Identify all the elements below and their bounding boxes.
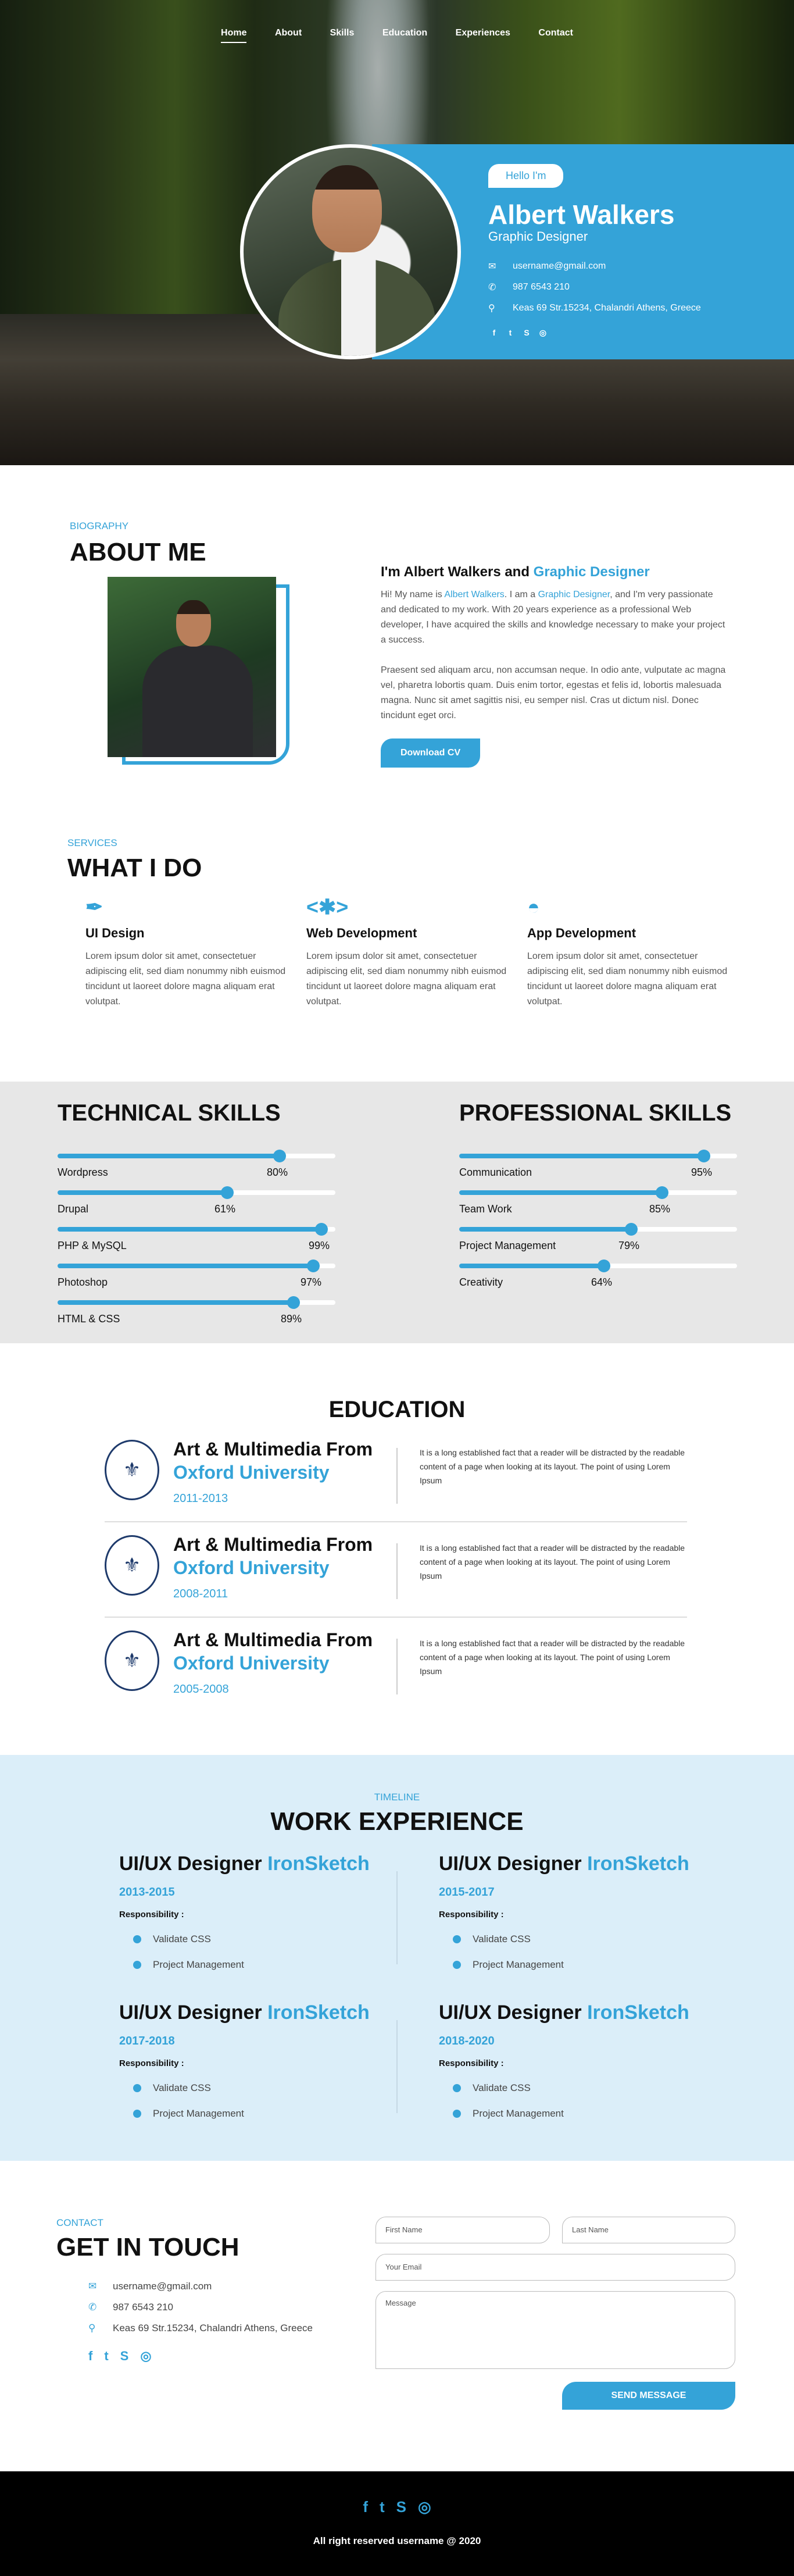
service-ui-design: ✒ UI Design Lorem ipsum dolor sit amet, consectetuer adipiscing elit, sed diam nonummy nibh euismod tincidunt ut laoreet dolore magna aliquam erat volutpat. xyxy=(85,895,286,1007)
skill-label: Project Management xyxy=(459,1240,556,1251)
about-paragraph-2: Praesent sed aliquam arcu, non accumsan neque. In odio ante, vulputate ac magna vel, pharetra lobortis quam. Duis enim tortor, egestas et felis id, lobortis malesuada magna. Nunc sit amet sagittis nisi, eu semper nisl. Cras ut dictum nisl. Donec tincidunt eget orci. xyxy=(381,665,726,720)
work-responsibility-label: Responsibility : xyxy=(119,1910,184,1919)
work-years: 2013-2015 xyxy=(119,1886,175,1899)
education-description: It is a long established fact that a reader will be distracted by the readable content of a page when looking at its layout. The point of using Lorem Ipsum xyxy=(420,1448,685,1485)
about-text xyxy=(381,564,729,768)
skill-label: Creativity xyxy=(459,1276,503,1288)
skill-knob xyxy=(598,1260,610,1272)
work-item xyxy=(119,1853,387,1978)
education-title-line: Art & Multimedia From xyxy=(173,1629,373,1650)
education-item xyxy=(105,1534,687,1629)
facebook-icon[interactable]: f xyxy=(363,2498,368,2516)
education-years: 2011-2013 xyxy=(173,1492,228,1505)
android-icon: ◓ xyxy=(527,895,540,919)
skill-percent: 64% xyxy=(591,1276,613,1288)
skill-bar xyxy=(58,1154,335,1190)
about-title: ABOUT ME xyxy=(70,538,206,566)
work-role: UI/UX Designer IronSketch xyxy=(119,1853,370,1875)
list-item: Validate CSS xyxy=(439,1926,706,1952)
contact-title: GET IN TOUCH xyxy=(56,2233,239,2261)
education-school: Oxford University xyxy=(173,1462,330,1483)
hero-phone: 987 6543 210 xyxy=(513,282,570,292)
education-title-line: Art & Multimedia From xyxy=(173,1534,373,1555)
skill-bar xyxy=(459,1190,737,1226)
skill-percent: 79% xyxy=(618,1240,640,1251)
work-role: UI/UX Designer IronSketch xyxy=(439,2001,689,2024)
download-cv-button[interactable]: Download CV xyxy=(381,738,480,768)
education-school: Oxford University xyxy=(173,1653,330,1674)
work-role: UI/UX Designer IronSketch xyxy=(119,2001,370,2024)
skill-bar xyxy=(58,1190,335,1226)
education-section xyxy=(0,1343,794,1755)
work-role: UI/UX Designer IronSketch xyxy=(439,1853,689,1875)
education-years: 2005-2008 xyxy=(173,1683,229,1696)
hero-address: Keas 69 Str.15234, Chalandri Athens, Greece xyxy=(513,303,701,313)
hero-name: Albert Walkers xyxy=(488,199,675,230)
location-icon: ⚲ xyxy=(488,304,495,313)
responsibility-list xyxy=(439,1926,706,1978)
hero-role: Graphic Designer xyxy=(488,229,588,244)
dribbble-icon[interactable]: ◎ xyxy=(418,2498,431,2516)
work-section xyxy=(0,1755,794,2161)
nav-contact[interactable]: Contact xyxy=(538,28,573,38)
education-title: EDUCATION xyxy=(328,1397,466,1422)
skill-fill xyxy=(459,1264,604,1268)
work-item xyxy=(119,2001,387,2127)
skype-icon[interactable]: S xyxy=(120,2349,129,2363)
list-item: Project Management xyxy=(439,1952,706,1978)
skill-knob xyxy=(698,1150,710,1162)
skype-icon[interactable]: S xyxy=(396,2498,406,2516)
nav-about[interactable]: About xyxy=(274,28,302,38)
skill-label: Team Work xyxy=(459,1203,512,1215)
skill-bar xyxy=(459,1227,737,1263)
envelope-icon: ✉ xyxy=(88,2281,97,2292)
skill-knob xyxy=(287,1296,300,1309)
work-years: 2018-2020 xyxy=(439,2035,495,2047)
skype-icon[interactable]: S xyxy=(524,328,530,337)
skill-label: Wordpress xyxy=(58,1166,108,1178)
contact-section xyxy=(0,2161,794,2471)
list-item: Project Management xyxy=(119,1952,387,1978)
about-paragraph-1: Hi! My name is Albert Walkers. I am a Graphic Designer, and I'm very passionate and dedicated to my work. With 20 years experience as a professional Web developer, I have acquired the skills and knowledge necessary to make your project a success. xyxy=(381,590,725,645)
skill-label: PHP & MySQL xyxy=(58,1240,127,1251)
university-crest-icon: ⚜ xyxy=(105,1630,159,1691)
skill-percent: 85% xyxy=(649,1203,671,1215)
code-icon: <✱> xyxy=(306,895,349,919)
hello-badge: Hello I'm xyxy=(488,164,563,188)
nav-experiences[interactable]: Experiences xyxy=(455,28,510,38)
service-web-development: <✱> Web Development Lorem ipsum dolor sit amet, consectetuer adipiscing elit, sed diam nonummy nibh euismod tincidunt ut laoreet dolore magna aliquam erat volutpat. xyxy=(306,895,507,1007)
work-responsibility-label: Responsibility : xyxy=(439,2058,504,2068)
responsibility-list xyxy=(119,1926,387,1978)
copyright: All right reserved username @ 2020 xyxy=(313,2535,481,2546)
footer xyxy=(0,2471,794,2576)
dribbble-icon[interactable]: ◎ xyxy=(539,328,547,337)
work-item xyxy=(439,1853,706,1978)
skill-bar xyxy=(459,1154,737,1190)
education-description: It is a long established fact that a reader will be distracted by the readable content of a page when looking at its layout. The point of using Lorem Ipsum xyxy=(420,1543,685,1580)
services-section xyxy=(0,820,794,1082)
contact-email: ✉ username@gmail.com xyxy=(88,2281,212,2292)
dribbble-icon[interactable]: ◎ xyxy=(140,2349,152,2363)
envelope-icon: ✉ xyxy=(488,262,496,272)
education-years: 2008-2011 xyxy=(173,1587,228,1600)
work-responsibility-label: Responsibility : xyxy=(119,2058,184,2068)
skill-knob xyxy=(625,1223,638,1236)
skill-fill xyxy=(58,1300,294,1305)
list-item: Validate CSS xyxy=(119,1926,387,1952)
technical-skills-title: TECHNICAL SKILLS xyxy=(58,1100,281,1126)
work-responsibility-label: Responsibility : xyxy=(439,1910,504,1919)
hero-email: username@gmail.com xyxy=(513,261,606,271)
contact-phone: ✆ 987 6543 210 xyxy=(88,2302,173,2313)
services-title: WHAT I DO xyxy=(67,854,202,882)
skill-bar xyxy=(459,1264,737,1300)
work-years: 2015-2017 xyxy=(439,1886,495,1899)
education-school: Oxford University xyxy=(173,1557,330,1578)
hero-section xyxy=(0,0,794,465)
skill-fill xyxy=(459,1227,631,1232)
responsibility-list xyxy=(119,2075,387,2127)
list-item: Project Management xyxy=(439,2101,706,2127)
facebook-icon[interactable]: f xyxy=(492,328,496,337)
skill-fill xyxy=(459,1190,662,1195)
education-item xyxy=(105,1439,687,1534)
skill-fill xyxy=(58,1190,227,1195)
contact-address: ⚲ Keas 69 Str.15234, Chalandri Athens, Greece xyxy=(88,2322,313,2334)
list-item: Validate CSS xyxy=(119,2075,387,2101)
about-section xyxy=(0,465,794,820)
profile-portrait xyxy=(240,144,461,359)
skill-percent: 95% xyxy=(691,1166,713,1178)
twitter-icon[interactable]: t xyxy=(379,2498,385,2516)
pen-icon: ✒ xyxy=(85,895,103,919)
twitter-icon[interactable]: t xyxy=(509,328,512,337)
nav-education[interactable]: Education xyxy=(382,28,428,38)
location-icon: ⚲ xyxy=(88,2322,96,2334)
message-field[interactable]: Message xyxy=(375,2291,735,2369)
skill-knob xyxy=(221,1186,234,1199)
skill-bar xyxy=(58,1264,335,1300)
professional-skills-title: PROFESSIONAL SKILLS xyxy=(459,1100,732,1126)
nav-home[interactable]: Home xyxy=(221,28,247,38)
skill-percent: 89% xyxy=(281,1313,302,1325)
list-item: Project Management xyxy=(119,2101,387,2127)
about-heading: I'm Albert Walkers and Graphic Designer xyxy=(381,564,650,580)
skill-label: Photoshop xyxy=(58,1276,108,1288)
skill-percent: 61% xyxy=(214,1203,236,1215)
skill-percent: 80% xyxy=(267,1166,288,1178)
main-nav xyxy=(0,28,794,38)
skill-knob xyxy=(307,1260,320,1272)
last-name-field[interactable]: Last Name xyxy=(562,2217,735,2243)
work-title: WORK EXPERIENCE xyxy=(270,1807,524,1836)
hero-contact-info xyxy=(488,256,701,319)
list-item: Validate CSS xyxy=(439,2075,706,2101)
skill-bar xyxy=(58,1300,335,1336)
responsibility-list xyxy=(439,2075,706,2127)
university-crest-icon: ⚜ xyxy=(105,1440,159,1500)
facebook-icon[interactable]: f xyxy=(88,2349,93,2363)
skill-fill xyxy=(58,1264,313,1268)
email-field[interactable]: Your Email xyxy=(375,2254,735,2281)
skill-label: Drupal xyxy=(58,1203,89,1215)
hero-social xyxy=(488,327,549,338)
university-crest-icon: ⚜ xyxy=(105,1535,159,1596)
work-years: 2017-2018 xyxy=(119,2035,175,2047)
skill-fill xyxy=(58,1154,280,1158)
about-photo xyxy=(108,577,276,757)
nav-skills[interactable]: Skills xyxy=(330,28,355,38)
education-title-line: Art & Multimedia From xyxy=(173,1439,373,1460)
skill-bar xyxy=(58,1227,335,1263)
about-kicker: BIOGRAPHY xyxy=(70,520,129,531)
service-app-development: ◓ App Development Lorem ipsum dolor sit amet, consectetuer adipiscing elit, sed diam nonummy nibh euismod tincidunt ut laoreet dolore magna aliquam erat volutpat. xyxy=(527,895,728,1007)
work-item xyxy=(439,2001,706,2127)
twitter-icon[interactable]: t xyxy=(104,2349,109,2363)
skills-section xyxy=(0,1082,794,1343)
send-message-button[interactable]: SEND MESSAGE xyxy=(562,2382,735,2410)
services-kicker: SERVICES xyxy=(67,837,117,848)
contact-social xyxy=(88,2349,152,2364)
skill-fill xyxy=(58,1227,321,1232)
skill-percent: 99% xyxy=(309,1240,330,1251)
skill-percent: 97% xyxy=(301,1276,322,1288)
skill-knob xyxy=(315,1223,328,1236)
phone-icon: ✆ xyxy=(488,283,496,292)
footer-social xyxy=(0,2498,794,2516)
skill-label: Communication xyxy=(459,1166,532,1178)
skill-knob xyxy=(656,1186,668,1199)
skill-knob xyxy=(273,1150,286,1162)
skill-fill xyxy=(459,1154,704,1158)
phone-icon: ✆ xyxy=(88,2302,97,2313)
education-description: It is a long established fact that a reader will be distracted by the readable content of a page when looking at its layout. The point of using Lorem Ipsum xyxy=(420,1639,685,1676)
contact-kicker: CONTACT xyxy=(56,2217,103,2228)
education-item xyxy=(105,1629,687,1725)
work-kicker: TIMELINE xyxy=(374,1792,420,1803)
skill-label: HTML & CSS xyxy=(58,1313,120,1325)
first-name-field[interactable]: First Name xyxy=(375,2217,550,2243)
